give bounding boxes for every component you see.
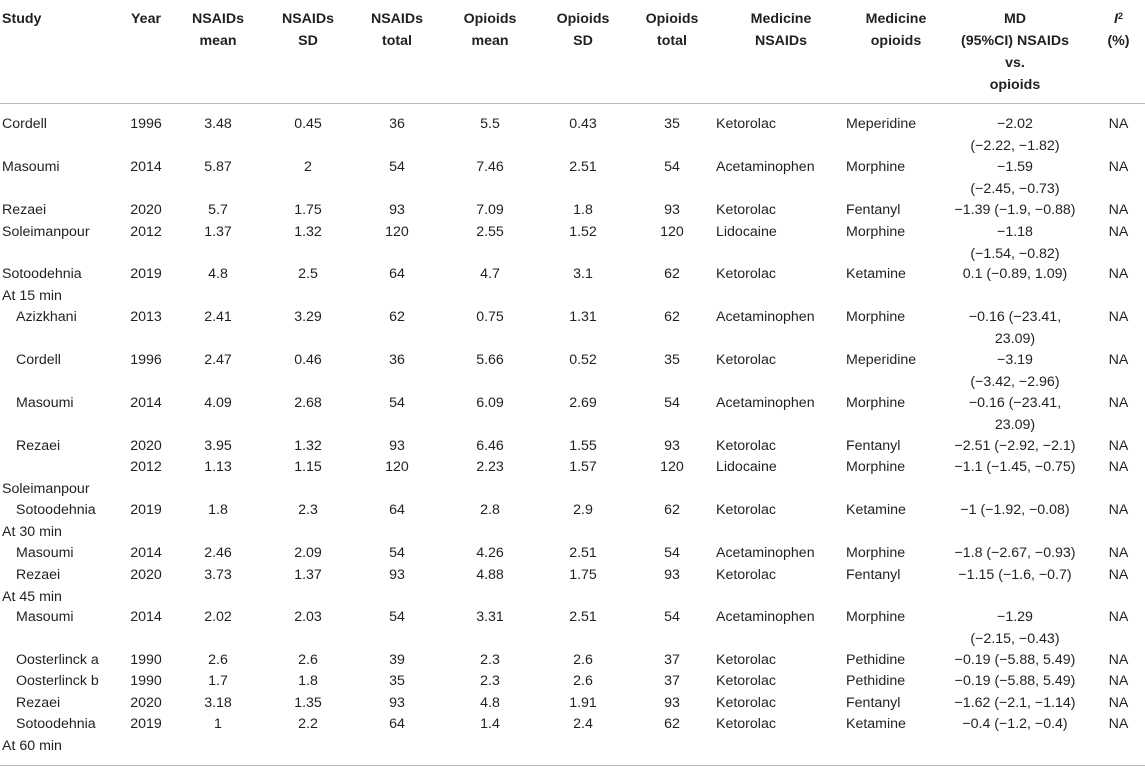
table-cell-med-n: Ketorolac [716, 567, 776, 583]
table-cell-n-sd: 2.2 [298, 716, 318, 732]
table-cell-o-sd: 1.75 [569, 567, 597, 583]
table-cell-med-o: Fentanyl [846, 438, 901, 454]
table-cell-med-o: Ketamine [846, 502, 906, 518]
table-cell-o-total: 37 [664, 673, 680, 689]
table-cell-md: −1.1 (−1.45, −0.75) [954, 459, 1076, 475]
table-cell-o-mean: 2.23 [476, 459, 504, 475]
table-cell-md: −0.16 (−23.41, [968, 395, 1062, 411]
table-cell-med-o: Pethidine [846, 652, 906, 668]
table-cell-o-mean: 4.88 [476, 567, 504, 583]
table-cell-n-mean: 2.41 [204, 309, 232, 325]
table-cell-o-mean: 2.55 [476, 224, 504, 240]
table-cell-med-o: Morphine [846, 459, 906, 475]
table-cell-o-total: 93 [664, 202, 680, 218]
table-row-study: Masoumi [2, 159, 60, 175]
table-cell-i2: NA [1108, 695, 1129, 711]
table-cell-n-sd: 2 [304, 159, 312, 175]
table-cell-n-total: 93 [389, 695, 405, 711]
table-row-study: Soleimanpour [2, 224, 90, 240]
table-row-study: Masoumi [16, 609, 74, 625]
table-cell-i2: NA [1108, 395, 1129, 411]
table-cell-o-sd: 2.51 [569, 545, 597, 561]
table-cell-n-total: 64 [389, 266, 405, 282]
table-cell-o-mean: 1.4 [480, 716, 500, 732]
table-cell-med-n: Ketorolac [716, 266, 776, 282]
table-cell-o-sd: 2.69 [569, 395, 597, 411]
table-cell-n-sd: 2.09 [294, 545, 322, 561]
table-cell-med-o: Meperidine [846, 352, 917, 368]
table-cell-o-mean: 6.46 [476, 438, 504, 454]
table-row-study-continued: Soleimanpour [2, 480, 90, 497]
table-cell-n-total: 54 [389, 159, 405, 175]
table-cell-md: −1.15 (−1.6, −0.7) [958, 567, 1072, 583]
table-cell-md: −2.51 (−2.92, −2.1) [954, 438, 1076, 454]
table-cell-o-sd: 2.4 [573, 716, 593, 732]
table-cell-md: −1.29 [997, 609, 1033, 625]
table-cell-n-mean: 2.47 [204, 352, 232, 368]
column-header-i2: $I^2$ (%) [1107, 11, 1130, 49]
table-cell-med-n: Ketorolac [716, 673, 776, 689]
table-cell-n-sd: 3.29 [294, 309, 322, 325]
table-cell-o-total: 35 [664, 352, 680, 368]
table-cell-med-n: Acetaminophen [716, 159, 815, 175]
table-row-study: Masoumi [16, 545, 74, 561]
table-cell-o-sd: 1.91 [569, 695, 597, 711]
table-cell-n-total: 62 [389, 309, 405, 325]
table-cell-md: −0.19 (−5.88, 5.49) [954, 652, 1076, 668]
table-row-study: Azizkhani [16, 309, 77, 325]
table-cell-med-o: Fentanyl [846, 202, 901, 218]
table-cell-med-o: Morphine [846, 224, 906, 240]
table-cell-o-total: 37 [664, 652, 680, 668]
table-cell-med-o: Morphine [846, 609, 906, 625]
table-cell-o-mean: 2.3 [480, 673, 500, 689]
table-cell-o-mean: 2.3 [480, 652, 500, 668]
table-row-study-continued: At 30 min [2, 523, 62, 540]
table-cell-o-sd: 1.31 [569, 309, 597, 325]
table-cell-n-total: 54 [389, 609, 405, 625]
table-cell-med-n: Acetaminophen [716, 545, 815, 561]
table-cell-n-sd: 0.45 [294, 116, 322, 132]
table-cell-o-sd: 1.55 [569, 438, 597, 454]
table-cell-md-continued: (−2.22, −1.82) [970, 137, 1060, 154]
table-cell-o-total: 62 [664, 502, 680, 518]
table-cell-md-continued: (−3.42, −2.96) [970, 373, 1060, 390]
table-cell-year: 2012 [130, 459, 162, 475]
table-cell-i2: NA [1108, 459, 1129, 475]
table-cell-md: −1.8 (−2.67, −0.93) [954, 545, 1076, 561]
table-cell-year: 2020 [130, 202, 162, 218]
table-cell-md: −3.19 [997, 352, 1033, 368]
table-cell-o-total: 62 [664, 309, 680, 325]
table-cell-year: 2013 [130, 309, 162, 325]
table-row-study: Oosterlinck b [16, 673, 99, 689]
table-cell-i2: NA [1108, 266, 1129, 282]
table-cell-year: 2014 [130, 609, 162, 625]
table-cell-med-n: Lidocaine [716, 224, 777, 240]
table-cell-o-mean: 0.75 [476, 309, 504, 325]
table-cell-o-total: 93 [664, 438, 680, 454]
table-cell-med-o: Fentanyl [846, 567, 901, 583]
table-cell-o-mean: 4.26 [476, 545, 504, 561]
table-cell-med-n: Ketorolac [716, 352, 776, 368]
table-row-study-continued: At 15 min [2, 287, 62, 304]
table-cell-o-sd: 1.57 [569, 459, 597, 475]
table-cell-md-continued: 23.09) [994, 330, 1036, 347]
table-cell-i2: NA [1108, 159, 1129, 175]
column-header-n-total: NSAIDs total [370, 11, 424, 49]
table-cell-md: −1.39 (−1.9, −0.88) [954, 202, 1076, 218]
table-cell-o-mean: 7.46 [476, 159, 504, 175]
table-cell-year: 2019 [130, 716, 162, 732]
table-cell-n-mean: 1.37 [204, 224, 232, 240]
table-cell-md: −1.18 [997, 224, 1033, 240]
table-cell-n-mean: 2.6 [208, 652, 228, 668]
table-cell-n-mean: 3.73 [204, 567, 232, 583]
table-cell-md-continued: (−1.54, −0.82) [970, 245, 1060, 262]
table-cell-n-mean: 3.48 [204, 116, 232, 132]
table-cell-md: −1 (−1.92, −0.08) [960, 502, 1070, 518]
table-cell-o-mean: 5.5 [480, 116, 500, 132]
table-cell-i2: NA [1108, 116, 1129, 132]
table-cell-med-n: Ketorolac [716, 116, 776, 132]
column-header-year: Year [131, 11, 161, 27]
table-row-study: Rezaei [16, 438, 61, 454]
table-cell-o-mean: 4.7 [480, 266, 500, 282]
table-cell-o-sd: 2.9 [573, 502, 593, 518]
table-row-study: Sotoodehnia [16, 716, 96, 732]
table-cell-year: 2020 [130, 567, 162, 583]
table-cell-n-mean: 5.87 [204, 159, 232, 175]
table-row-study: Rezaei [2, 202, 47, 218]
table-row-study: Oosterlinck a [16, 652, 99, 668]
table-cell-n-sd: 1.35 [294, 695, 322, 711]
table-cell-n-total: 64 [389, 502, 405, 518]
table-cell-o-sd: 2.51 [569, 609, 597, 625]
table-cell-med-o: Ketamine [846, 266, 906, 282]
table-cell-md: −1.59 [997, 159, 1033, 175]
table-cell-med-n: Ketorolac [716, 695, 776, 711]
table-row-study: Sotoodehnia [2, 266, 82, 282]
table-cell-n-sd: 2.6 [298, 652, 318, 668]
table-cell-n-sd: 1.32 [294, 224, 322, 240]
table-cell-n-total: 54 [389, 395, 405, 411]
table-row-study: Cordell [16, 352, 61, 368]
table-cell-year: 1996 [130, 352, 162, 368]
table-cell-med-o: Morphine [846, 309, 906, 325]
column-header-med-n: Medicine NSAIDs [750, 11, 812, 49]
table-cell-o-sd: 2.6 [573, 673, 593, 689]
table-cell-md: −0.19 (−5.88, 5.49) [954, 673, 1076, 689]
table-cell-n-total: 54 [389, 545, 405, 561]
table-cell-n-total: 36 [389, 116, 405, 132]
table-cell-year: 2020 [130, 695, 162, 711]
table-cell-n-mean: 4.8 [208, 266, 228, 282]
table-cell-i2: NA [1108, 502, 1129, 518]
table-cell-n-sd: 2.68 [294, 395, 322, 411]
table-cell-md-continued: (−2.15, −0.43) [970, 630, 1060, 647]
table-cell-md-continued: 23.09) [994, 416, 1036, 433]
table-cell-o-mean: 2.8 [480, 502, 500, 518]
table-cell-i2: NA [1108, 309, 1129, 325]
table-cell-n-sd: 0.46 [294, 352, 322, 368]
column-header-n-sd: NSAIDs SD [281, 11, 335, 49]
table-cell-n-total: 36 [389, 352, 405, 368]
table-cell-n-mean: 2.46 [204, 545, 232, 561]
table-cell-md: −0.16 (−23.41, [968, 309, 1062, 325]
table-cell-n-sd: 1.37 [294, 567, 322, 583]
column-header-o-sd: Opioids SD [556, 11, 610, 49]
table-cell-n-mean: 1.8 [208, 502, 228, 518]
table-cell-md: −0.4 (−1.2, −0.4) [962, 716, 1068, 732]
table-cell-year: 1990 [130, 673, 162, 689]
table-cell-o-total: 93 [664, 695, 680, 711]
table-cell-md-continued: (−2.45, −0.73) [970, 180, 1060, 197]
table-cell-n-mean: 1.7 [208, 673, 228, 689]
table-cell-o-mean: 4.8 [480, 695, 500, 711]
table-cell-year: 2020 [130, 438, 162, 454]
table-cell-n-total: 35 [389, 673, 405, 689]
table-cell-i2: NA [1108, 652, 1129, 668]
column-header-n-mean: NSAIDs mean [191, 11, 245, 49]
table-cell-med-n: Ketorolac [716, 652, 776, 668]
table-cell-n-sd: 1.15 [294, 459, 322, 475]
table-cell-n-mean: 5.7 [208, 202, 228, 218]
table-row-study: Sotoodehnia [16, 502, 96, 518]
table-cell-o-sd: 1.52 [569, 224, 597, 240]
table-row-study-continued: At 60 min [2, 737, 62, 754]
table-cell-i2: NA [1108, 352, 1129, 368]
table-cell-md: 0.1 (−0.89, 1.09) [962, 266, 1068, 282]
table-cell-n-total: 93 [389, 567, 405, 583]
table-cell-n-mean: 2.02 [204, 609, 232, 625]
column-header-study: Study [2, 11, 42, 27]
table-cell-med-n: Acetaminophen [716, 609, 815, 625]
table-cell-o-sd: 1.8 [573, 202, 593, 218]
table-cell-n-mean: 1 [214, 716, 222, 732]
table-cell-year: 2019 [130, 266, 162, 282]
table-cell-i2: NA [1108, 609, 1129, 625]
table-cell-med-o: Morphine [846, 395, 906, 411]
table-row-study: Rezaei [16, 695, 61, 711]
table-cell-o-total: 54 [664, 545, 680, 561]
table-cell-md: −2.02 [997, 116, 1033, 132]
table-cell-i2: NA [1108, 545, 1129, 561]
table-cell-o-total: 54 [664, 609, 680, 625]
table-cell-o-total: 54 [664, 159, 680, 175]
table-cell-n-sd: 2.3 [298, 502, 318, 518]
table-cell-i2: NA [1108, 438, 1129, 454]
table-row-study-continued: At 45 min [2, 588, 62, 605]
table-cell-n-total: 120 [385, 224, 409, 240]
table-cell-n-mean: 3.18 [204, 695, 232, 711]
table-cell-med-n: Ketorolac [716, 202, 776, 218]
table-cell-med-o: Morphine [846, 159, 906, 175]
table-cell-n-mean: 4.09 [204, 395, 232, 411]
column-header-o-mean: Opioids mean [463, 11, 517, 49]
table-cell-o-sd: 2.51 [569, 159, 597, 175]
table-cell-year: 2019 [130, 502, 162, 518]
table-cell-med-o: Fentanyl [846, 695, 901, 711]
table-cell-i2: NA [1108, 716, 1129, 732]
table-cell-i2: NA [1108, 673, 1129, 689]
table-cell-o-sd: 0.52 [569, 352, 597, 368]
table-cell-med-o: Meperidine [846, 116, 917, 132]
table-row-study: Cordell [2, 116, 47, 132]
table-cell-o-total: 54 [664, 395, 680, 411]
table-cell-o-sd: 2.6 [573, 652, 593, 668]
table-cell-med-n: Ketorolac [716, 438, 776, 454]
table-cell-n-total: 93 [389, 202, 405, 218]
table-header-rule [0, 103, 1145, 104]
table-cell-o-sd: 3.1 [573, 266, 593, 282]
column-header-md: MD (95%CI) NSAIDs vs. opioids [960, 11, 1069, 93]
table-cell-o-total: 120 [660, 459, 684, 475]
table-cell-i2: NA [1108, 202, 1129, 218]
table-cell-o-total: 93 [664, 567, 680, 583]
table-cell-med-o: Ketamine [846, 716, 906, 732]
table-cell-year: 1990 [130, 652, 162, 668]
table-cell-year: 2014 [130, 545, 162, 561]
table-cell-n-mean: 1.13 [204, 459, 232, 475]
table-cell-n-total: 120 [385, 459, 409, 475]
table-cell-year: 2014 [130, 159, 162, 175]
table-cell-year: 1996 [130, 116, 162, 132]
table-cell-n-sd: 1.75 [294, 202, 322, 218]
table-cell-n-total: 93 [389, 438, 405, 454]
table-cell-n-mean: 3.95 [204, 438, 232, 454]
column-header-o-total: Opioids total [645, 11, 699, 49]
table-cell-med-n: Acetaminophen [716, 309, 815, 325]
table-cell-o-mean: 5.66 [476, 352, 504, 368]
table-cell-n-total: 39 [389, 652, 405, 668]
table-cell-o-sd: 0.43 [569, 116, 597, 132]
table-cell-med-n: Acetaminophen [716, 395, 815, 411]
table-cell-med-n: Ketorolac [716, 716, 776, 732]
table-cell-med-o: Pethidine [846, 673, 906, 689]
column-header-med-o: Medicine opioids [865, 11, 927, 49]
table-row-study: Masoumi [16, 395, 74, 411]
table-cell-o-mean: 7.09 [476, 202, 504, 218]
table-cell-n-sd: 2.03 [294, 609, 322, 625]
table-cell-n-total: 64 [389, 716, 405, 732]
table-cell-n-sd: 1.32 [294, 438, 322, 454]
table-cell-med-n: Ketorolac [716, 502, 776, 518]
table-cell-o-total: 62 [664, 716, 680, 732]
table-cell-med-o: Morphine [846, 545, 906, 561]
table-cell-n-sd: 2.5 [298, 266, 318, 282]
table-cell-o-total: 35 [664, 116, 680, 132]
table-row-study: Rezaei [16, 567, 61, 583]
table-cell-o-mean: 3.31 [476, 609, 504, 625]
table-cell-o-mean: 6.09 [476, 395, 504, 411]
table-cell-i2: NA [1108, 224, 1129, 240]
table-cell-o-total: 120 [660, 224, 684, 240]
table-cell-med-n: Lidocaine [716, 459, 777, 475]
table-cell-o-total: 62 [664, 266, 680, 282]
table-cell-year: 2014 [130, 395, 162, 411]
table-cell-i2: NA [1108, 567, 1129, 583]
table-cell-md: −1.62 (−2.1, −1.14) [954, 695, 1076, 711]
table-cell-n-sd: 1.8 [298, 673, 318, 689]
table-cell-year: 2012 [130, 224, 162, 240]
